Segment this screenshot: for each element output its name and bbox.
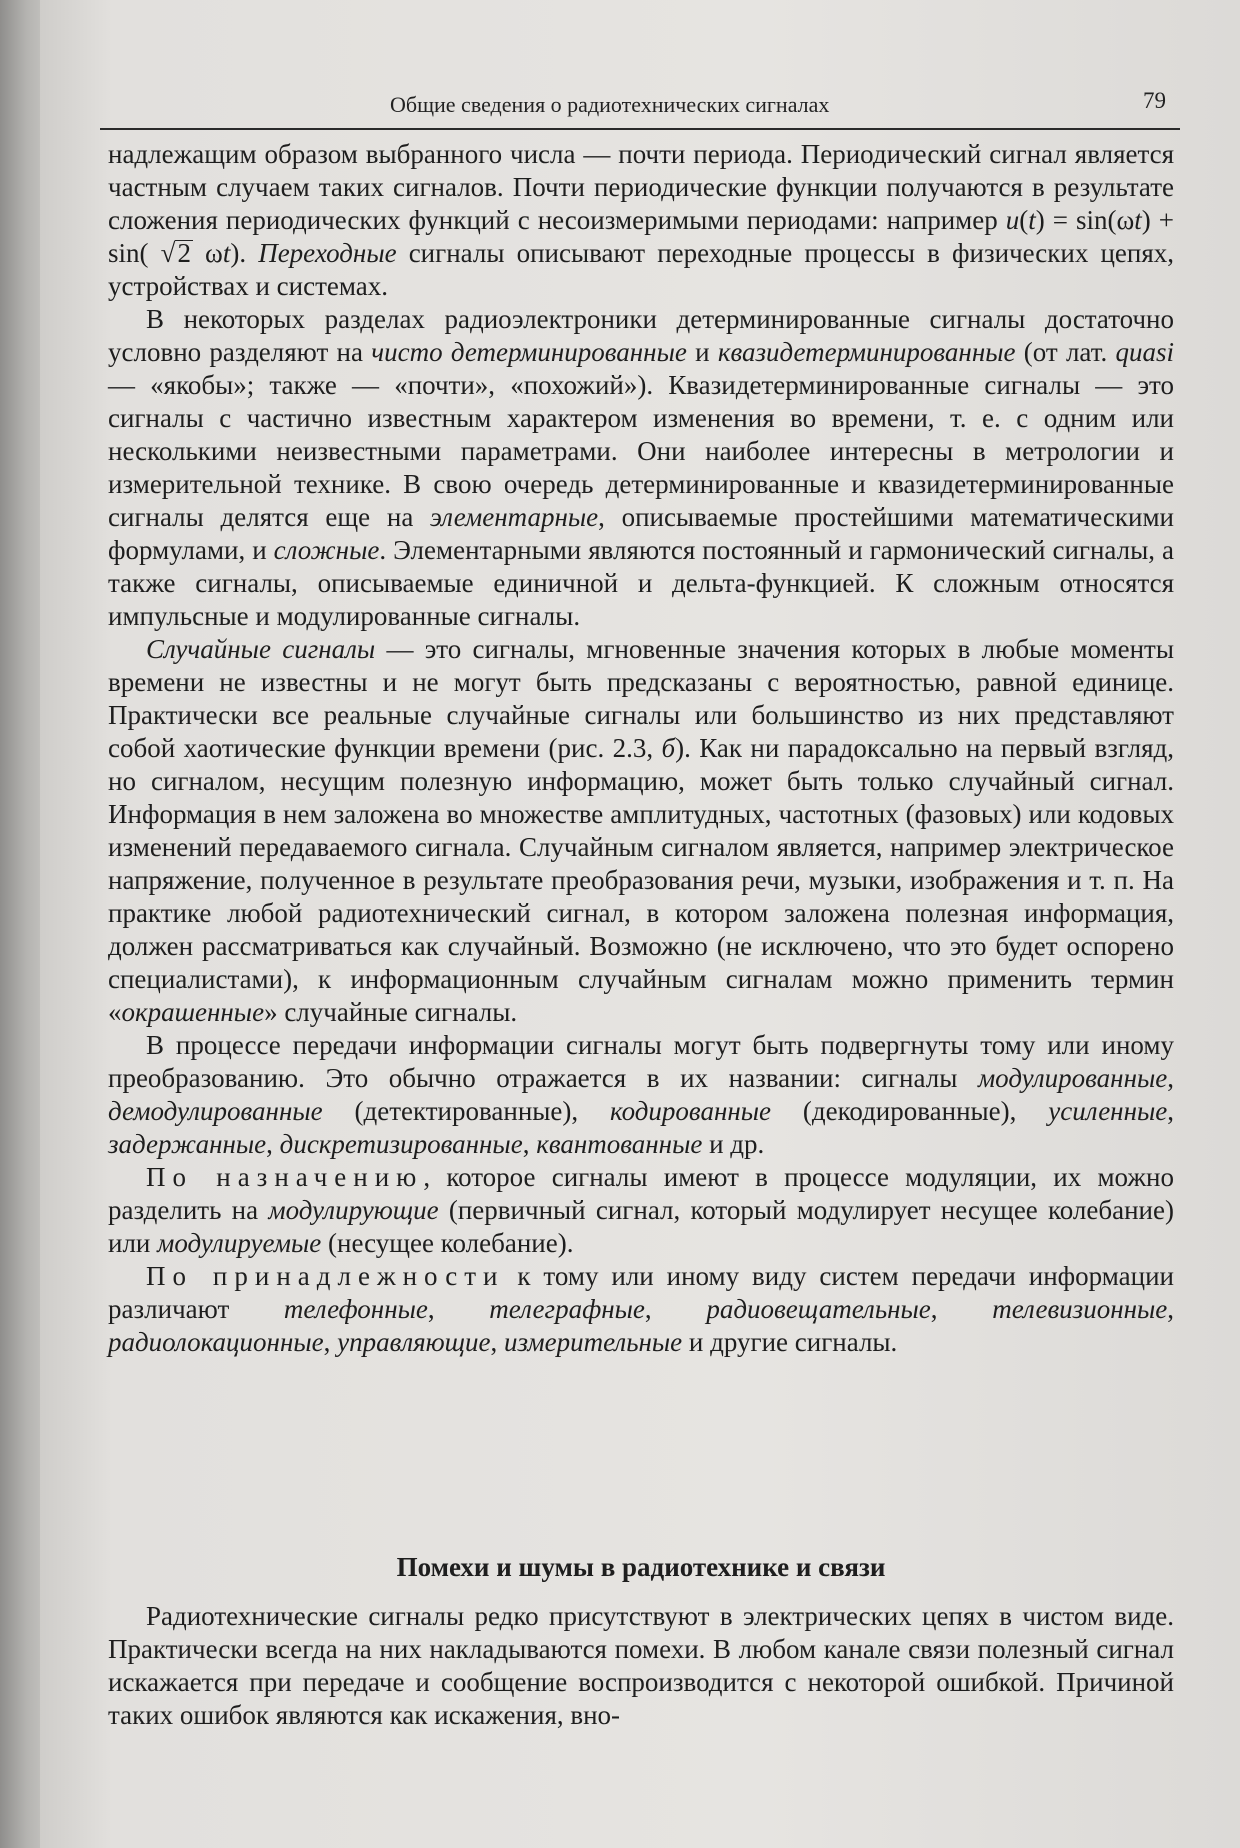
paragraph-p3 <box>108 633 1174 1029</box>
paragraph-p1 <box>108 138 1174 303</box>
text-run: , <box>490 1327 505 1357</box>
italic-term: задержанные <box>108 1129 267 1159</box>
italic-term: измерительные <box>504 1327 683 1357</box>
text-run: , <box>266 1129 280 1159</box>
italic-term: окрашенные <box>121 997 265 1027</box>
italic-term: управляющие <box>337 1327 491 1357</box>
text-run: 2 <box>177 238 191 268</box>
text-run: надлежащим образом выбранного числа — почти периода. Периодический сигнал является частным случаем таких сигналов. Почти периодические функции получаются в результате сложения периодических функций с несоизмеримыми периодами: например <box>108 139 1174 235</box>
text-run: ω <box>192 238 223 268</box>
text-run: сигналы описывают переходные процессы в физических цепях, устройствах и системах. <box>108 238 1175 301</box>
italic-term: радиолокационные <box>108 1327 324 1357</box>
text-run: По принадлежности <box>146 1261 505 1291</box>
italic-term: t <box>1028 205 1036 235</box>
italic-term: демодулированные <box>108 1096 323 1126</box>
text-run: В процессе передачи информации сигналы могут быть подвергнуты тому или иному преобразованию. Это обычно отражается в их названии: сигналы <box>108 1030 1174 1093</box>
header-rule <box>100 128 1180 130</box>
italic-term: квазидетерминированные <box>717 337 1016 367</box>
paragraph-p6 <box>108 1260 1174 1359</box>
text-run: ). <box>230 238 259 268</box>
running-header-title: Общие сведения о радиотехнических сигналах <box>390 92 830 117</box>
text-run: , <box>930 1294 993 1324</box>
italic-term: усиленные <box>1048 1096 1168 1126</box>
italic-term: чисто детерминированные <box>371 337 687 367</box>
text-run: , <box>1167 1063 1174 1093</box>
text-run: В некоторых разделах радиоэлектроники детерминированные сигналы достаточно условно разделяют на <box>108 304 1174 367</box>
section-paragraph: Радиотехнические сигналы редко присутствуют в электрических цепях в чистом виде. Практически всегда на них накладываются помехи. В любом канале связи полезный сигнал искажается при передаче и сообщение воспроизводится с некоторой ошибкой. Причиной таких ошибок являются как искажения, вно- <box>108 1601 1174 1730</box>
text-run: , описываемые простейшими математическими формулами, и <box>108 502 1174 565</box>
text-run: , <box>1167 1294 1175 1324</box>
italic-term: сложные <box>273 535 380 565</box>
text-run: , <box>427 1294 490 1324</box>
paragraph-p4 <box>108 1029 1174 1161</box>
text-run: (от лат. <box>1015 337 1116 367</box>
italic-term: quasi <box>1115 337 1174 367</box>
text-run: , <box>1167 1096 1174 1126</box>
text-run: к тому или иному виду систем передачи информации различают <box>108 1261 1174 1324</box>
text-run: и др. <box>702 1129 765 1159</box>
text-run: , <box>323 1327 338 1357</box>
text-run: , <box>644 1294 707 1324</box>
italic-term: Переходные <box>258 238 397 268</box>
italic-term: дискретизированные <box>279 1129 523 1159</box>
running-header <box>100 88 1172 128</box>
text-run: , <box>522 1129 537 1159</box>
italic-term: u <box>1005 205 1020 235</box>
paragraph-p2 <box>108 303 1174 633</box>
text-run: — это сигналы, мгновенные значения которых в любые моменты времени не известны и не могут быть предсказаны с вероятностью, равной единице. Практически все реальные случайные сигналы или большинство из них представляют собой хаотические функции времени (рис. 2.3, <box>108 634 1174 763</box>
text-run: √ <box>160 238 176 268</box>
italic-term: радиовещательные <box>706 1294 931 1324</box>
text-run: » случайные сигналы. <box>264 997 518 1027</box>
italic-term: б <box>661 733 676 763</box>
body-text <box>108 138 1174 1359</box>
section-body <box>108 1600 1174 1732</box>
text-run: — «якобы»; также — «почти», «похожий»). Квазидетерминированные сигналы — это сигналы с частично известным характером изменения во времени, т. е. с одним или несколькими неизвестными параметрами. Они наиболее интересны в метрологии и измерительной технике. В свою очередь детерминированные и квазидетерминированные сигналы делятся еще на <box>108 370 1174 532</box>
text-run: (детектированные), <box>322 1096 611 1126</box>
text-run: и другие сигналы. <box>682 1327 898 1357</box>
text-run: ). Как ни парадоксально на первый взгляд, но сигналом, несущим полезную информацию, может быть только случайный сигнал. Информация в нем заложена во множестве амплитудных, частотных (фазовых) или кодовых изменений передаваемого сигнала. Случайным сигналом является, например электрическое напряжение, полученное в результате преобразования речи, музыки, изображения и т. п. На практике любой радиотехнический сигнал, в котором заложена полезная информация, должен рассматриваться как случайный. Возможно (не исключено, что это будет оспорено специалистами), к информационным случайным сигналам можно применить термин « <box>108 733 1175 1027</box>
text-run: и <box>686 337 718 367</box>
page-number: 79 <box>1143 88 1166 113</box>
italic-term: t <box>222 238 231 268</box>
text-run: (несущее колебание). <box>321 1228 574 1258</box>
text-run: . Элементарными являются постоянный и гармонический сигналы, а также сигналы, описываемые единичной и дельта-функцией. К сложным относятся импульсные и модулированные сигналы. <box>108 535 1174 631</box>
italic-term: модулирующие <box>268 1195 439 1225</box>
text-run: ) + sin( <box>108 205 1174 268</box>
italic-term: модулируемые <box>157 1228 322 1258</box>
text-run: ) = sin(ω <box>1035 205 1135 235</box>
text-run: ( <box>1019 205 1029 235</box>
italic-term: t <box>1134 205 1142 235</box>
text-run: (первичный сигнал, который модулирует несущее колебание) или <box>108 1195 1174 1258</box>
italic-term: квантованные <box>536 1129 703 1159</box>
paragraph-p5 <box>108 1161 1174 1260</box>
italic-term: элементарные <box>430 502 599 532</box>
italic-term: телеграфные <box>489 1294 645 1324</box>
text-run: По назначению <box>146 1162 424 1192</box>
section-heading: Помехи и шумы в радиотехнике и связи <box>396 1552 886 1582</box>
italic-term: модулированные <box>977 1063 1168 1093</box>
italic-term: кодированные <box>610 1096 772 1126</box>
text-run: , которое сигналы имеют в процессе модуляции, их можно разделить на <box>108 1162 1174 1225</box>
text-run: (декодированные), <box>771 1096 1049 1126</box>
italic-term: телевизионные <box>992 1294 1168 1324</box>
italic-term: Случайные сигналы <box>146 634 376 664</box>
italic-term: телефонные <box>283 1294 428 1324</box>
